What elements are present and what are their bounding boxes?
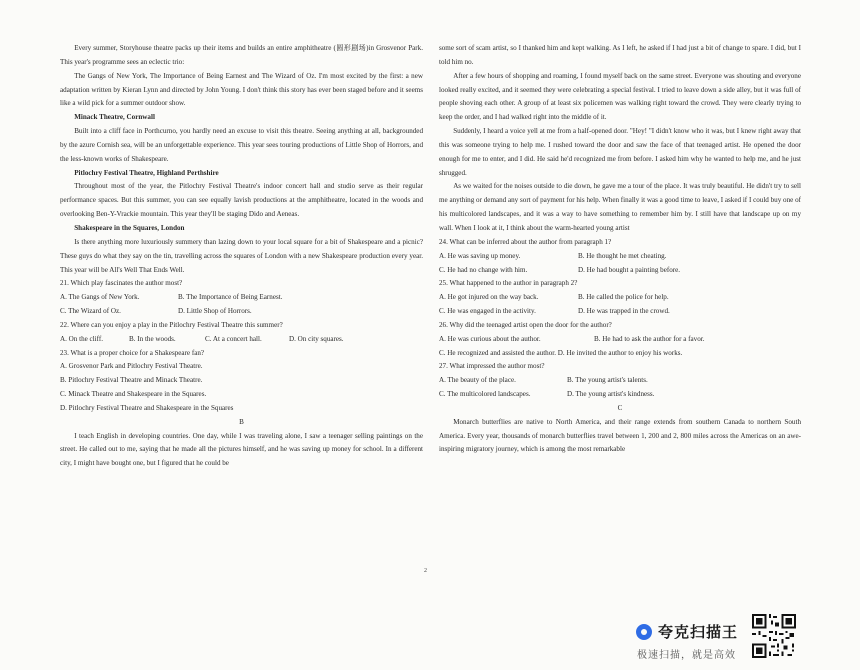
passage-c-paragraph: Monarch butterflies are native to North America, and their range extends from southern Canada to northern South America. Every year, thousands of monarch butterflies travel between 1, 200 and 2, 800 miles across the Americas on an awe-inspiring migratory journey, which is among the most remarkable	[439, 417, 801, 454]
option-b: B. Pitlochry Festival Theatre and Minack Theatre.	[60, 376, 203, 385]
question-26-options-ab	[439, 333, 801, 347]
option-b: B. He thought he met cheating.	[578, 251, 667, 260]
option-d: D. He had bought a painting before.	[578, 265, 681, 274]
option-b: B. In the woods.	[129, 334, 176, 343]
passage-b-paragraph: As we waited for the noises outside to die down, he gave me a tour of the place. It was truly beautiful. He didn't try to sell me anything or demand any sort of payment for his help. When finally it was a good time to leave, I asked if I could buy one of his multicolored landscapes, and it was a way to have something to remember him by. I still have that landscape up on my wall. When I look at it, I think about the warm-hearted young artist	[439, 182, 801, 232]
question-27: 27. What impressed the author most?	[439, 362, 545, 371]
scanner-slogan: 极速扫描，就是高效	[637, 650, 736, 661]
section-heading: Shakespeare in the Squares, London	[74, 223, 185, 232]
passage-b-paragraph: I teach English in developing countries. One day, while I was traveling alone, I saw a teenager selling paintings on the street. He called out to me, saying that he made all the pictures himself, and he was saving up money for school. In a different city, I might have bought one, but I figured that he could be	[60, 431, 423, 468]
section-b-label: B	[239, 417, 244, 426]
page-number: 2	[424, 568, 427, 574]
option-b: B. He had to ask the author for a favor.	[594, 334, 705, 343]
passage-a-paragraph: The Gangs of New York, The Importance of Being Earnest and The Wizard of Oz. I'm most excited by the first: a new adaptation written by Kieran Lynn and directed by John Young. I don't think this story has ever been staged before and it seems like a wild pick for a summer outdoor show.	[60, 71, 423, 108]
option-a: A. He got injured on the way back.	[439, 293, 539, 302]
question-25-options-cd	[439, 305, 801, 319]
passage-a-paragraph: Throughout most of the year, the Pitlochry Festival Theatre's indoor concert hall and studio serve as their regular performance spaces. But this summer, you can see equally lavish productions at the amphitheatre, located in the woods and overlooking Ben-Y-Vrackie mountain. This year they'll be staging Dido and Aeneas.	[60, 182, 423, 219]
question-24: 24. What can be inferred about the author from paragraph 1?	[439, 237, 612, 246]
scanner-logo-icon	[636, 624, 652, 640]
question-24-options-ab	[439, 250, 801, 264]
question-27-options-cd	[439, 388, 801, 402]
question-26: 26. Why did the teenaged artist open the door for the author?	[439, 320, 612, 329]
question-25: 25. What happened to the author in paragraph 2?	[439, 279, 578, 288]
option-b: B. The Importance of Being Earnest.	[178, 293, 283, 302]
option-c: C. At a concert hall.	[205, 334, 262, 343]
option-c: C. The Wizard of Oz.	[60, 307, 121, 316]
question-26-options-cd: C. He recognized and assisted the author. D. He invited the author to enjoy his works.	[439, 348, 683, 357]
option-c: C. He had no change with him.	[439, 265, 528, 274]
question-21: 21. Which play fascinates the author most?	[60, 279, 183, 288]
option-a: A. Grosvenor Park and Pitlochry Festival Theatre.	[60, 362, 203, 371]
question-22-options	[60, 333, 423, 347]
option-a: A. He was saving up money.	[439, 251, 521, 260]
option-c: C. He was engaged in the activity.	[439, 307, 536, 316]
option-d: D. He was trapped in the crowd.	[578, 307, 670, 316]
scanner-brand-name: 夸克扫描王	[658, 623, 739, 641]
passage-a-paragraph: Is there anything more luxuriously summery than lazing down to your local square for a bit of Shakespeare and a picnic? These guys do what they say on the tin, travelling across the squares of London with a new Shakespeare production every year. This year will be All's Well That Ends Well.	[60, 237, 423, 274]
section-heading: Pitlochry Festival Theatre, Highland Perthshire	[74, 168, 219, 177]
passage-b-paragraph: some sort of scam artist, so I thanked him and kept walking. As I left, he asked if I had just a bit of change to spare. I did, but I told him no.	[439, 44, 801, 66]
question-27-options-ab	[439, 374, 801, 388]
qr-code-icon	[752, 614, 796, 658]
question-24-options-cd	[439, 264, 801, 278]
question-23: 23. What is a proper choice for a Shakespeare fan?	[60, 348, 205, 357]
section-c-label: C	[617, 403, 623, 412]
option-a: A. On the cliff.	[60, 334, 104, 343]
section-heading: Minack Theatre, Cornwall	[74, 113, 155, 122]
option-d: D. On city squares.	[289, 334, 344, 343]
left-column	[60, 42, 423, 471]
question-22: 22. Where can you enjoy a play in the Pitlochry Festival Theatre this summer?	[60, 320, 283, 329]
question-25-options-ab	[439, 291, 801, 305]
passage-a-intro: Every summer, Storyhouse theatre packs up their items and builds an entire amphitheatre (圆形剧场)in Grosvenor Park. This year's programme sees an eclectic trio:	[60, 44, 423, 66]
option-d: D. The young artist's kindness.	[567, 390, 655, 399]
option-d: D. Little Shop of Horrors.	[178, 307, 252, 316]
option-a: A. The Gangs of New York.	[60, 293, 140, 302]
option-c: C. Minack Theatre and Shakespeare in the Squares.	[60, 390, 207, 399]
right-column	[439, 42, 801, 457]
option-a: A. He was curious about the author.	[439, 334, 541, 343]
passage-b-paragraph: Suddenly, I heard a voice yell at me from a half-opened door. "Hey! "I didn't know who it was, but I knew right away that this was someone trying to help me. I rushed toward the door and saw the face of that teenaged artist. He opened the door enough for me to enter, and I did. He said he'd recognized me from before. I asked him why he wanted to help me, and he just shrugged.	[439, 127, 801, 177]
scanner-watermark	[636, 621, 738, 642]
option-b: B. The young artist's talents.	[567, 376, 648, 385]
option-c: C. The multicolored landscapes.	[439, 390, 531, 399]
option-b: B. He called the police for help.	[578, 293, 669, 302]
option-a: A. The beauty of the place.	[439, 376, 516, 385]
passage-b-paragraph: After a few hours of shopping and roaming, I found myself back on the same street. Everyone was shouting and everyone looked really excited, and it seemed they were celebrating a special festival. I tried to leave down a side alley, but it was full of people shoving each other. A group of at least six policemen was walking right toward the crowd. They were clearly trying to keep the order, and I had walked right into the middle of it.	[439, 71, 801, 122]
question-21-options-cd	[60, 305, 423, 319]
question-21-options-ab	[60, 291, 423, 305]
option-d: D. Pitlochry Festival Theatre and Shakespeare in the Squares	[60, 403, 234, 412]
passage-a-paragraph: Built into a cliff face in Porthcurno, you hardly need an excuse to visit this theatre. Seeing anything at all, backgrounded by the azure Cornish sea, will be an unforgettable experience. This year sees touring productions of Little Shop of Horrors, and the less-known works of Shakespeare.	[60, 127, 423, 163]
